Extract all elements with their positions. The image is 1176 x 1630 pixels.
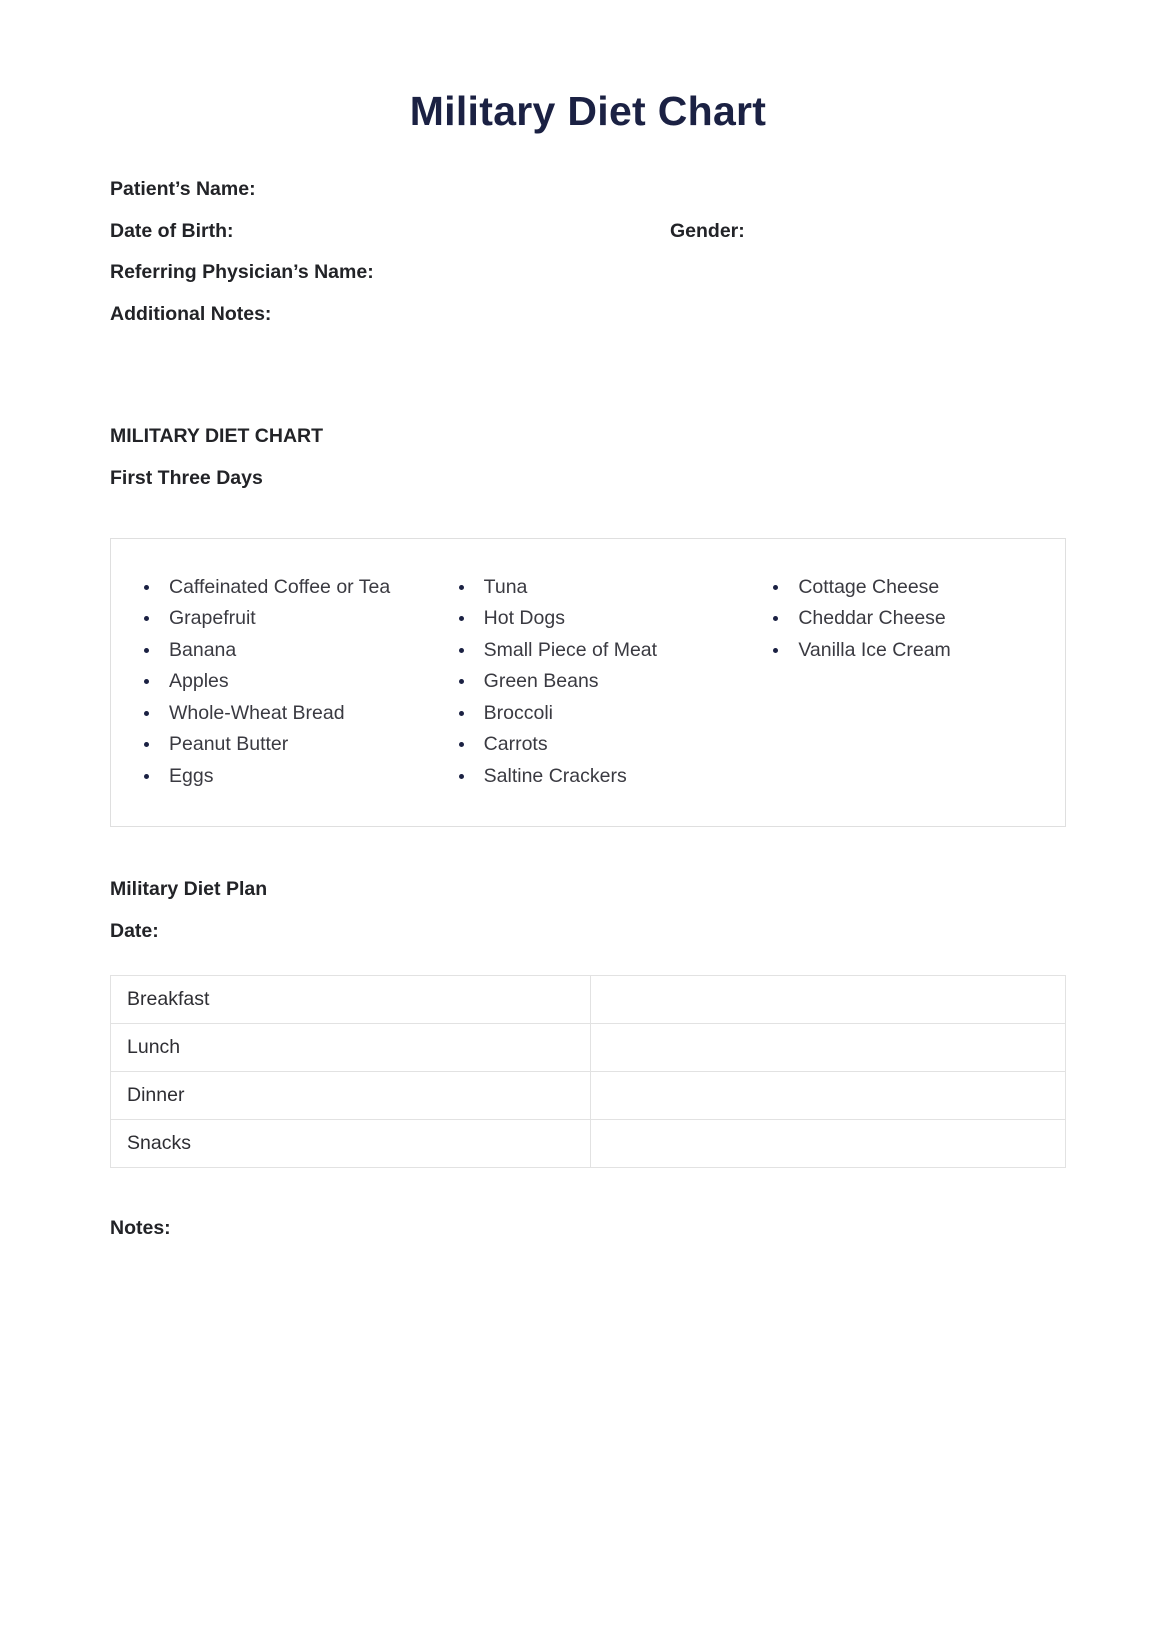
meal-label-cell: Lunch — [111, 1023, 591, 1071]
patient-name-field — [110, 179, 1066, 199]
food-column-breakfast-items — [111, 572, 426, 793]
food-column-snack-items — [740, 572, 1055, 793]
additional-notes-field — [110, 304, 1066, 324]
meal-entry-cell — [591, 975, 1066, 1023]
diet-chart-heading: MILITARY DIET CHART — [110, 424, 324, 447]
dob-gender-row — [110, 221, 1066, 241]
food-item: • Banana — [161, 635, 393, 667]
food-item: • Hot Dogs — [476, 603, 708, 635]
table-row-lunch — [111, 1023, 1066, 1071]
notes-label: Notes: — [110, 1216, 171, 1239]
first-three-days-subheading: First Three Days — [110, 466, 263, 489]
food-item: • Caffeinated Coffee or Tea — [161, 572, 393, 604]
food-options-box — [110, 538, 1066, 828]
food-item: • Small Piece of Meat — [476, 635, 708, 667]
food-item: • Cheddar Cheese — [790, 603, 1022, 635]
date-label: Date: — [110, 919, 159, 942]
meal-label-cell: Dinner — [111, 1071, 591, 1119]
patient-fields-block — [110, 179, 1066, 324]
table-row-snacks — [111, 1119, 1066, 1167]
patient-name-label: Patient’s Name: — [110, 178, 256, 200]
additional-notes-label: Additional Notes: — [110, 302, 272, 325]
meal-plan-table — [110, 975, 1066, 1168]
food-item: • Green Beans — [476, 666, 708, 698]
food-item: • Eggs — [161, 761, 393, 793]
table-row-dinner — [111, 1071, 1066, 1119]
referring-physician-field — [110, 262, 1066, 282]
meal-entry-cell — [591, 1071, 1066, 1119]
date-of-birth-label: Date of Birth: — [110, 219, 234, 242]
table-row-breakfast — [111, 975, 1066, 1023]
meal-entry-cell — [591, 1023, 1066, 1071]
food-item: • Broccoli — [476, 698, 708, 730]
food-item: • Vanilla Ice Cream — [790, 635, 1022, 667]
food-item: • Saltine Crackers — [476, 761, 708, 793]
food-item: • Grapefruit — [161, 603, 393, 635]
food-column-lunch-items — [426, 572, 741, 793]
referring-physician-label: Referring Physician’s Name: — [110, 261, 374, 283]
page-title: Military Diet Chart — [409, 88, 767, 134]
food-item: • Tuna — [476, 572, 708, 604]
diet-plan-heading: Military Diet Plan — [110, 878, 268, 900]
food-item: • Whole-Wheat Bread — [161, 698, 393, 730]
food-item: • Carrots — [476, 729, 708, 761]
food-item: • Peanut Butter — [161, 729, 393, 761]
food-item: • Apples — [161, 666, 393, 698]
food-item: • Cottage Cheese — [790, 572, 1022, 604]
gender-label: Gender: — [670, 219, 745, 242]
meal-entry-cell — [591, 1119, 1066, 1167]
meal-label-cell: Breakfast — [111, 975, 591, 1023]
meal-label-cell: Snacks — [111, 1119, 591, 1167]
